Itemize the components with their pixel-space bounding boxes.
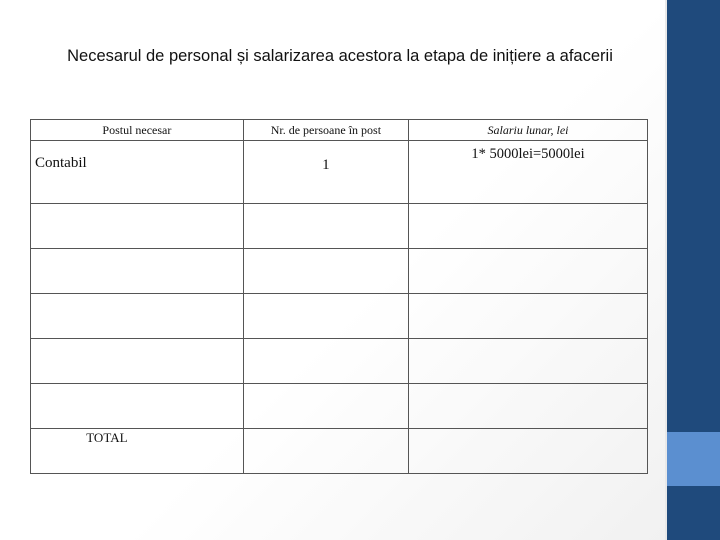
slide-title: Necesarul de personal și salarizarea acestora la etapa de inițiere a afacerii bbox=[67, 47, 613, 65]
cell-salary bbox=[409, 339, 648, 384]
cell-salary bbox=[409, 249, 648, 294]
header-post: Postul necesar bbox=[31, 120, 244, 141]
cell-post bbox=[31, 204, 244, 249]
cell-count: 1 bbox=[243, 141, 408, 204]
table-row bbox=[31, 294, 648, 339]
header-salary: Salariu lunar, lei bbox=[409, 120, 648, 141]
table-row bbox=[31, 339, 648, 384]
staff-salary-table bbox=[30, 119, 648, 474]
cell-post bbox=[31, 384, 244, 429]
cell-salary bbox=[409, 204, 648, 249]
cell-salary bbox=[409, 384, 648, 429]
cell-count bbox=[243, 204, 408, 249]
total-salary bbox=[409, 429, 648, 474]
slide-sidebar-decoration bbox=[665, 0, 720, 540]
total-label: TOTAL bbox=[1, 429, 214, 474]
table-total-row bbox=[31, 429, 648, 474]
cell-salary: 1* 5000lei=5000lei bbox=[409, 141, 648, 204]
cell-post bbox=[31, 249, 244, 294]
cell-count bbox=[243, 339, 408, 384]
cell-salary bbox=[409, 294, 648, 339]
cell-post: Contabil bbox=[31, 141, 244, 204]
cell-post bbox=[31, 294, 244, 339]
cell-count bbox=[243, 249, 408, 294]
table-row bbox=[31, 384, 648, 429]
total-count bbox=[243, 429, 408, 474]
cell-count bbox=[243, 294, 408, 339]
table-row bbox=[31, 141, 648, 204]
table-row bbox=[31, 249, 648, 294]
cell-count bbox=[243, 384, 408, 429]
cell-post bbox=[31, 339, 244, 384]
sidebar-accent-block bbox=[667, 432, 720, 486]
header-count: Nr. de persoane în post bbox=[243, 120, 408, 141]
table-header-row bbox=[31, 120, 648, 141]
table-row bbox=[31, 204, 648, 249]
